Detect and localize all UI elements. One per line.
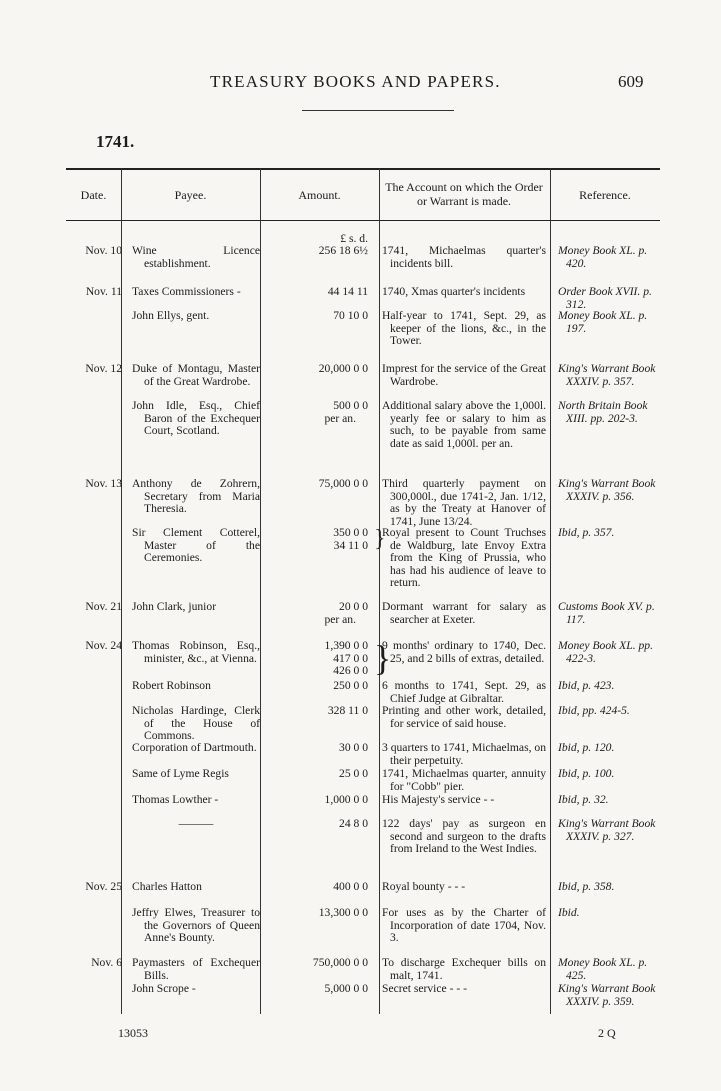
- row-account-text: 1741, Michaelmas quarter, annuity for "Cobb" pier.: [382, 767, 546, 793]
- row-amount: [264, 363, 378, 376]
- row-account: [382, 794, 546, 807]
- row-reference: [558, 310, 658, 335]
- row-payee-text: Duke of Montagu, Master of the Great Wardrobe.: [132, 362, 260, 388]
- row-payee-text: Taxes Commissioners -: [132, 285, 241, 298]
- amount-value: 750,000 0 0: [312, 956, 368, 969]
- ledger-table: [66, 168, 660, 1014]
- row-reference: [558, 881, 658, 894]
- row-payee-text: John Idle, Esq., Chief Baron of the Exchequer Court, Scotland.: [132, 399, 260, 438]
- row-payee-text: Nicholas Hardinge, Clerk of the House of Commons.: [132, 704, 260, 743]
- row-reference: [558, 794, 658, 807]
- row-reference: [558, 818, 658, 843]
- row-payee-text: Anthony de Zohrern, Secretary from Maria Theresia.: [132, 477, 260, 516]
- row-reference-text: Ibid, p. 358.: [558, 880, 615, 893]
- table-top-rule: [66, 168, 660, 170]
- row-payee: [132, 818, 260, 831]
- row-reference-text: Money Book XL. p. 197.: [558, 309, 648, 335]
- row-payee: [132, 478, 260, 516]
- amount-value: 70 10 0: [333, 309, 368, 322]
- amount-value: 25 0 0: [339, 767, 368, 780]
- row-reference-text: King's Warrant Book XXXIV. p. 359.: [558, 982, 656, 1008]
- amount-value: 400 0 0: [333, 880, 368, 893]
- row-reference-text: Ibid, p. 120.: [558, 741, 615, 754]
- row-reference-text: Money Book XL. pp. 422-3.: [558, 639, 653, 665]
- row-account-text: Dormant warrant for salary as searcher at Exeter.: [382, 600, 546, 626]
- row-account-text: 9 months' ordinary to 1740, Dec. 25, and 2 bills of extras, detailed.: [382, 639, 546, 665]
- row-payee: [132, 245, 260, 270]
- row-payee: [132, 640, 260, 665]
- footer-signature-number: 13053: [118, 1026, 148, 1040]
- row-reference: [558, 957, 658, 982]
- row-reference-text: Customs Book XV. p. 117.: [558, 600, 655, 626]
- row-reference: [558, 527, 658, 540]
- row-amount: [264, 526, 386, 552]
- row-account-text: Royal present to Count Truchses de Waldburg, late Envoy Extra from the King of Prussia, who has had his audience of leave to return.: [382, 526, 546, 590]
- row-account: [382, 640, 546, 665]
- row-reference-text: Ibid, p. 32.: [558, 793, 609, 806]
- row-payee-text: Robert Robinson: [132, 679, 211, 692]
- row-payee: [132, 907, 260, 945]
- row-payee-text: Wine Licence establishment.: [132, 244, 260, 270]
- row-reference-text: Ibid, p. 357.: [558, 526, 615, 539]
- row-payee: [132, 601, 260, 614]
- row-payee: [132, 983, 260, 996]
- row-date: Nov. 12: [85, 362, 122, 375]
- row-account: [382, 286, 546, 299]
- table-header-rule: [66, 220, 660, 221]
- row-account-text: Third quarterly payment on 300,000l., due 1741-2, Jan. 1/12, as by the Treaty at Hanover of 1741, June 13/24.: [382, 477, 546, 528]
- amount-note: per an.: [324, 612, 356, 626]
- row-payee-text: John Ellys, gent.: [132, 309, 210, 322]
- row-date: Nov. 11: [85, 285, 122, 298]
- row-payee: [132, 881, 260, 894]
- amount-value: 13,300 0 0: [318, 906, 368, 919]
- row-reference-text: Order Book XVII. p. 312.: [558, 285, 652, 311]
- row-payee-text: Paymasters of Exchequer Bills.: [132, 956, 260, 982]
- row-account: [382, 245, 546, 270]
- row-account: [382, 680, 546, 705]
- row-payee: [132, 768, 260, 781]
- row-payee: [132, 794, 260, 807]
- row-payee: [132, 742, 260, 755]
- header-rule: [302, 110, 454, 111]
- row-reference-text: Money Book XL. p. 420.: [558, 244, 648, 270]
- row-reference: [558, 286, 658, 311]
- amount-value: 34 11 0: [333, 538, 368, 552]
- amount-value: 1,390 0 0: [324, 639, 368, 652]
- row-date: Nov. 6: [91, 956, 122, 969]
- row-account: [382, 818, 546, 856]
- column-rule: [550, 168, 551, 1014]
- row-amount: [264, 705, 378, 718]
- row-account: [382, 310, 546, 348]
- row-reference: [558, 705, 658, 718]
- amount-value: 5,000 0 0: [324, 982, 368, 995]
- row-payee-text: Corporation of Dartmouth.: [132, 741, 257, 754]
- column-header-payee: Payee.: [174, 188, 207, 202]
- row-account: [382, 881, 546, 894]
- amount-value: 256 18 6½: [318, 244, 368, 257]
- row-payee-text: Jeffry Elwes, Treasurer to the Governors of Queen Anne's Bounty.: [132, 906, 260, 945]
- row-amount: [264, 881, 378, 894]
- row-payee-text: John Clark, junior: [132, 600, 217, 613]
- row-amount: [264, 286, 378, 299]
- row-reference: [558, 680, 658, 693]
- amount-value: 20,000 0 0: [318, 362, 368, 375]
- row-account: [382, 768, 546, 793]
- amount-value: 328 11 0: [327, 704, 368, 717]
- column-rule: [379, 168, 380, 1014]
- row-account-text: Printing and other work, detailed, for service of said house.: [382, 704, 546, 730]
- row-account-text: Royal bounty - - -: [382, 880, 466, 893]
- row-reference-text: Money Book XL. p. 425.: [558, 956, 648, 982]
- page-number: 609: [618, 72, 644, 91]
- row-date: Nov. 21: [85, 600, 122, 613]
- amount-note: per an.: [324, 411, 356, 425]
- column-header-date: Date.: [80, 188, 107, 202]
- row-payee-text: Charles Hatton: [132, 880, 202, 893]
- amount-value: 20 0 0: [339, 600, 368, 613]
- row-reference: [558, 245, 658, 270]
- row-reference: [558, 400, 658, 425]
- row-reference-text: Ibid, p. 100.: [558, 767, 615, 780]
- row-account-text: Additional salary above the 1,000l. yearly fee or salary to him as such, to be payable from same date as said 1,000l. per an.: [382, 399, 546, 450]
- row-payee: [132, 310, 260, 323]
- row-amount: [264, 957, 378, 970]
- row-account: [382, 742, 546, 767]
- row-reference: [558, 601, 658, 626]
- row-reference: [558, 363, 658, 388]
- row-reference-text: Ibid, p. 423.: [558, 679, 615, 692]
- row-amount: [264, 310, 378, 323]
- row-account: [382, 478, 546, 528]
- row-account-text: 1741, Michaelmas quarter's incidents bill.: [382, 244, 546, 270]
- amount-value: 24 8 0: [339, 817, 368, 830]
- row-reference-text: Ibid, pp. 424-5.: [558, 704, 630, 717]
- row-reference-text: North Britain Book XIII. pp. 202-3.: [558, 399, 648, 425]
- column-header-amount: Amount.: [298, 188, 341, 202]
- page-header: [0, 72, 721, 96]
- row-account: [382, 983, 546, 996]
- row-account-text: 122 days' pay as surgeon en second and surgeon to the drafts from Ireland to the West Indies.: [382, 817, 546, 856]
- row-payee: [132, 705, 260, 743]
- row-payee: [132, 400, 260, 438]
- row-reference: [558, 907, 658, 920]
- row-amount: [264, 983, 378, 996]
- row-amount: [264, 680, 378, 693]
- row-account: [382, 527, 546, 590]
- amount-brace: }: [374, 638, 392, 678]
- row-reference: [558, 742, 658, 755]
- row-account-text: 3 quarters to 1741, Michaelmas, on their perpetuity.: [382, 741, 546, 767]
- row-account: [382, 705, 546, 730]
- row-reference: [558, 983, 658, 1008]
- row-payee: [132, 363, 260, 388]
- column-header-reference: Reference.: [579, 188, 631, 202]
- row-payee-text: ———: [178, 817, 214, 830]
- row-reference-text: King's Warrant Book XXXIV. p. 356.: [558, 477, 656, 503]
- row-amount: [264, 768, 378, 781]
- row-amount: [264, 601, 378, 626]
- row-amount: [264, 794, 378, 807]
- row-reference: [558, 478, 658, 503]
- amount-value: 250 0 0: [333, 679, 368, 692]
- amount-brace: }: [374, 526, 386, 552]
- row-reference-text: King's Warrant Book XXXIV. p. 327.: [558, 817, 656, 843]
- row-date: Nov. 10: [85, 244, 122, 257]
- row-amount: [264, 907, 378, 920]
- amount-value: 44 14 11: [327, 285, 368, 298]
- row-payee-text: Same of Lyme Regis: [132, 767, 229, 780]
- lsd-units: £ s. d.: [340, 232, 368, 245]
- amount-value: 1,000 0 0: [324, 793, 368, 806]
- amount-value: 500 0 0: [333, 399, 368, 412]
- row-amount: [264, 245, 378, 258]
- row-amount: [264, 478, 378, 491]
- running-title: TREASURY BOOKS AND PAPERS.: [210, 72, 501, 91]
- row-amount: [264, 638, 392, 678]
- row-payee-text: John Scrope -: [132, 982, 196, 995]
- row-account-text: 6 months to 1741, Sept. 29, as Chief Judge at Gibraltar.: [382, 679, 546, 705]
- amount-value: 426 0 0: [333, 664, 368, 678]
- row-payee-text: Sir Clement Cotterel, Master of the Ceremonies.: [132, 526, 260, 565]
- row-reference: [558, 768, 658, 781]
- row-payee-text: Thomas Lowther -: [132, 793, 219, 806]
- column-header-account: The Account on which the Order or Warrant is made.: [385, 180, 543, 208]
- row-payee: [132, 680, 260, 693]
- row-date: Nov. 25: [85, 880, 122, 893]
- row-reference: [558, 640, 658, 665]
- row-reference-text: King's Warrant Book XXXIV. p. 357.: [558, 362, 656, 388]
- column-rule: [260, 168, 261, 1014]
- row-payee: [132, 527, 260, 565]
- row-reference-text: Ibid.: [558, 906, 580, 919]
- row-account: [382, 363, 546, 388]
- amount-value: 30 0 0: [339, 741, 368, 754]
- row-amount: [264, 742, 378, 755]
- row-account-text: Imprest for the service of the Great Wardrobe.: [382, 362, 546, 388]
- year-heading: 1741.: [96, 132, 135, 151]
- row-account-text: To discharge Exchequer bills on malt, 1741.: [382, 956, 546, 982]
- row-account-text: Secret service - - -: [382, 982, 467, 995]
- row-account-text: For uses as by the Charter of Incorporation of date 1704, Nov. 3.: [382, 906, 546, 945]
- row-payee: [132, 286, 260, 299]
- row-amount: [264, 818, 378, 831]
- amount-value: 75,000 0 0: [318, 477, 368, 490]
- row-amount: [264, 400, 378, 425]
- row-account: [382, 907, 546, 945]
- row-account: [382, 601, 546, 626]
- row-account-text: Half-year to 1741, Sept. 29, as keeper of the lions, &c., in the Tower.: [382, 309, 546, 348]
- row-account: [382, 400, 546, 450]
- row-account-text: His Majesty's service - -: [382, 793, 495, 806]
- row-date: Nov. 13: [85, 477, 122, 490]
- row-account: [382, 957, 546, 982]
- amount-value: 417 0 0: [333, 651, 368, 665]
- footer-sheet-mark: 2 Q: [598, 1026, 616, 1040]
- amount-value: 350 0 0: [333, 526, 368, 539]
- row-payee-text: Thomas Robinson, Esq., minister, &c., at Vienna.: [132, 639, 260, 665]
- row-payee: [132, 957, 260, 982]
- row-date: Nov. 24: [85, 639, 122, 652]
- row-account-text: 1740, Xmas quarter's incidents: [382, 285, 526, 298]
